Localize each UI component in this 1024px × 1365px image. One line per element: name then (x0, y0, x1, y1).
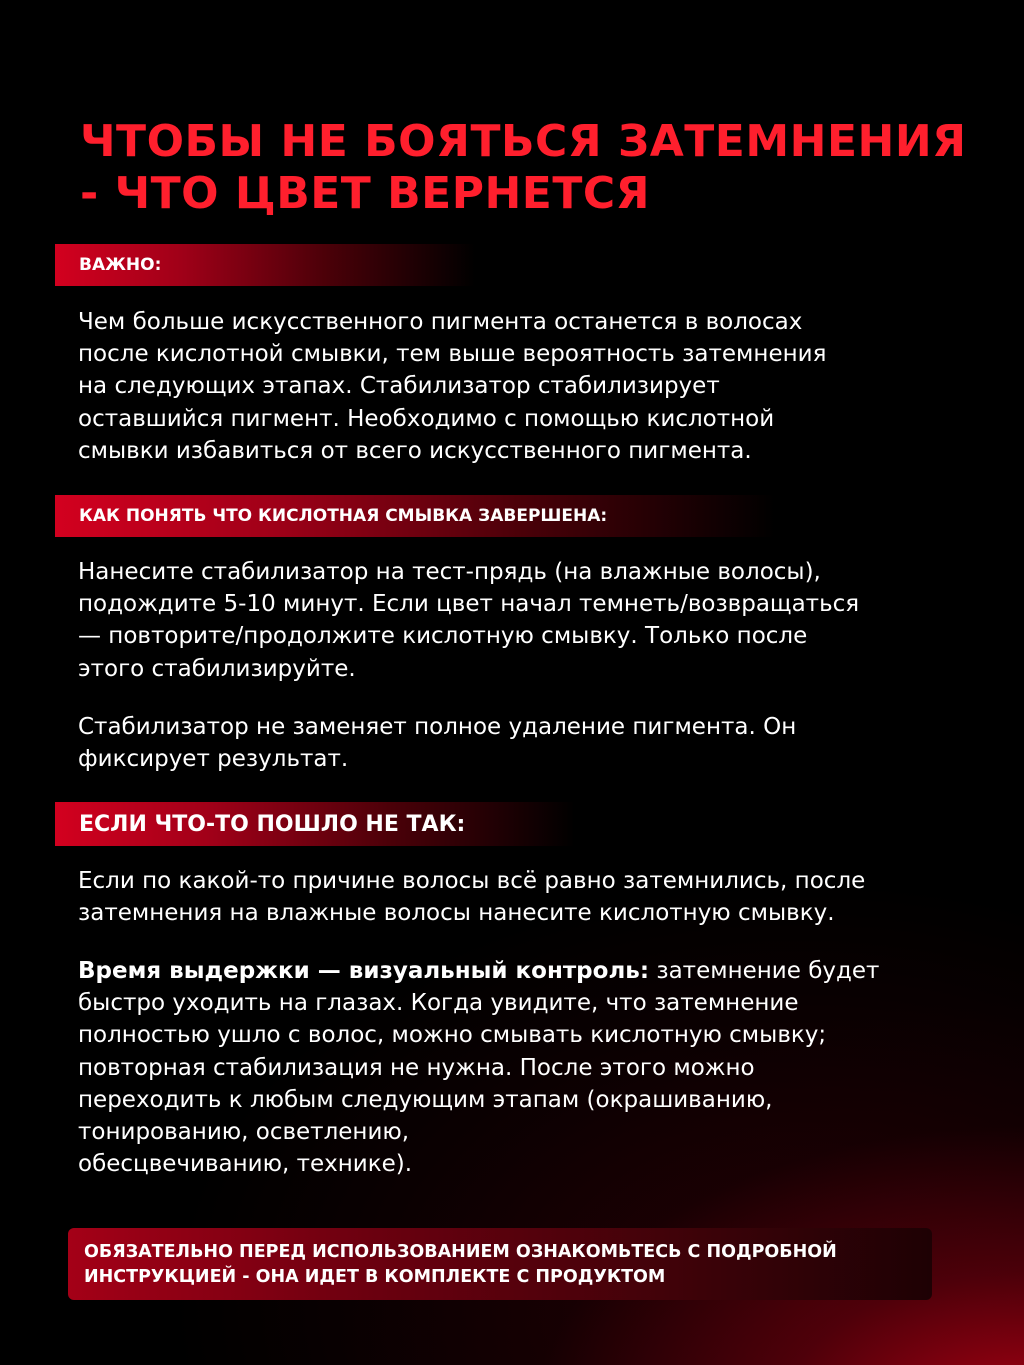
text-line: обесцвечиванию, технике). (78, 1151, 413, 1178)
text-line: быстро уходить на глазах. Когда увидите, что затемнение (78, 990, 799, 1017)
if-wrong-paragraph (78, 865, 865, 929)
text-line: Стабилизатор не заменяет полное удаление пигмента. Он (78, 714, 797, 740)
text-line: на следующих этапах. Стабилизатор стабилизирует (78, 373, 720, 400)
text-line: повторная стабилизация не нужна. После этого можно (78, 1054, 755, 1081)
text-line: фиксирует результат. (78, 746, 349, 773)
text-line: полностью ушло с волос, можно смывать кислотную смывку; (78, 1022, 827, 1049)
warning-note-line-2: ИНСТРУКЦИЕЙ - ОНА ИДЕТ В КОМПЛЕКТЕ С ПРОДУКТОМ (84, 1267, 666, 1287)
text-line: смывки избавиться от всего искусственного пигмента. (78, 437, 752, 464)
text-line: Нанесите стабилизатор на тест-прядь (на влажные волосы), (78, 559, 821, 585)
exposure-time-first-rest: затемнение будет (649, 958, 880, 984)
text-line: — повторите/продолжите кислотную смывку. Только после (78, 623, 808, 650)
text-line: тонированию, осветлению, (78, 1119, 410, 1146)
text-line: после кислотной смывки, тем выше вероятность затемнения (78, 341, 827, 368)
warning-note-banner (68, 1228, 932, 1300)
section-heading-if-wrong: ЕСЛИ ЧТО-ТО ПОШЛО НЕ ТАК: (55, 802, 575, 846)
page-title-line-2: - ЧТО ЦВЕТ ВЕРНЕТСЯ (80, 168, 651, 219)
text-line: переходить к любым следующим этапам (окрашиванию, (78, 1086, 773, 1113)
section-heading-how-to-check: КАК ПОНЯТЬ ЧТО КИСЛОТНАЯ СМЫВКА ЗАВЕРШЕНА: (55, 495, 775, 537)
important-paragraph (78, 306, 826, 467)
text-line: затемнения на влажные волосы нанесите кислотную смывку. (78, 900, 835, 927)
text-line: оставшийся пигмент. Необходимо с помощью кислотной (78, 405, 775, 432)
how-to-check-paragraph (78, 556, 859, 685)
section-heading-important: ВАЖНО: (55, 244, 475, 286)
warning-note-line-1: ОБЯЗАТЕЛЬНО ПЕРЕД ИСПОЛЬЗОВАНИЕМ ОЗНАКОМЬТЕСЬ С ПОДРОБНОЙ (84, 1242, 837, 1262)
text-line-first (78, 955, 879, 987)
exposure-time-paragraph (78, 955, 879, 1180)
text-line: этого стабилизируйте. (78, 655, 356, 682)
text-line: подождите 5-10 минут. Если цвет начал темнеть/возвращаться (78, 591, 860, 618)
text-line: Если по какой-то причине волосы всё равно затемнились, после (78, 868, 866, 894)
stabilizer-note-paragraph (78, 711, 796, 775)
page-title (80, 116, 980, 220)
exposure-time-lead: Время выдержки — визуальный контроль: (78, 958, 650, 984)
text-line: Чем больше искусственного пигмента останется в волосах (78, 309, 803, 335)
page-title-line-1: ЧТОБЫ НЕ БОЯТЬСЯ ЗАТЕМНЕНИЯ (80, 116, 967, 167)
